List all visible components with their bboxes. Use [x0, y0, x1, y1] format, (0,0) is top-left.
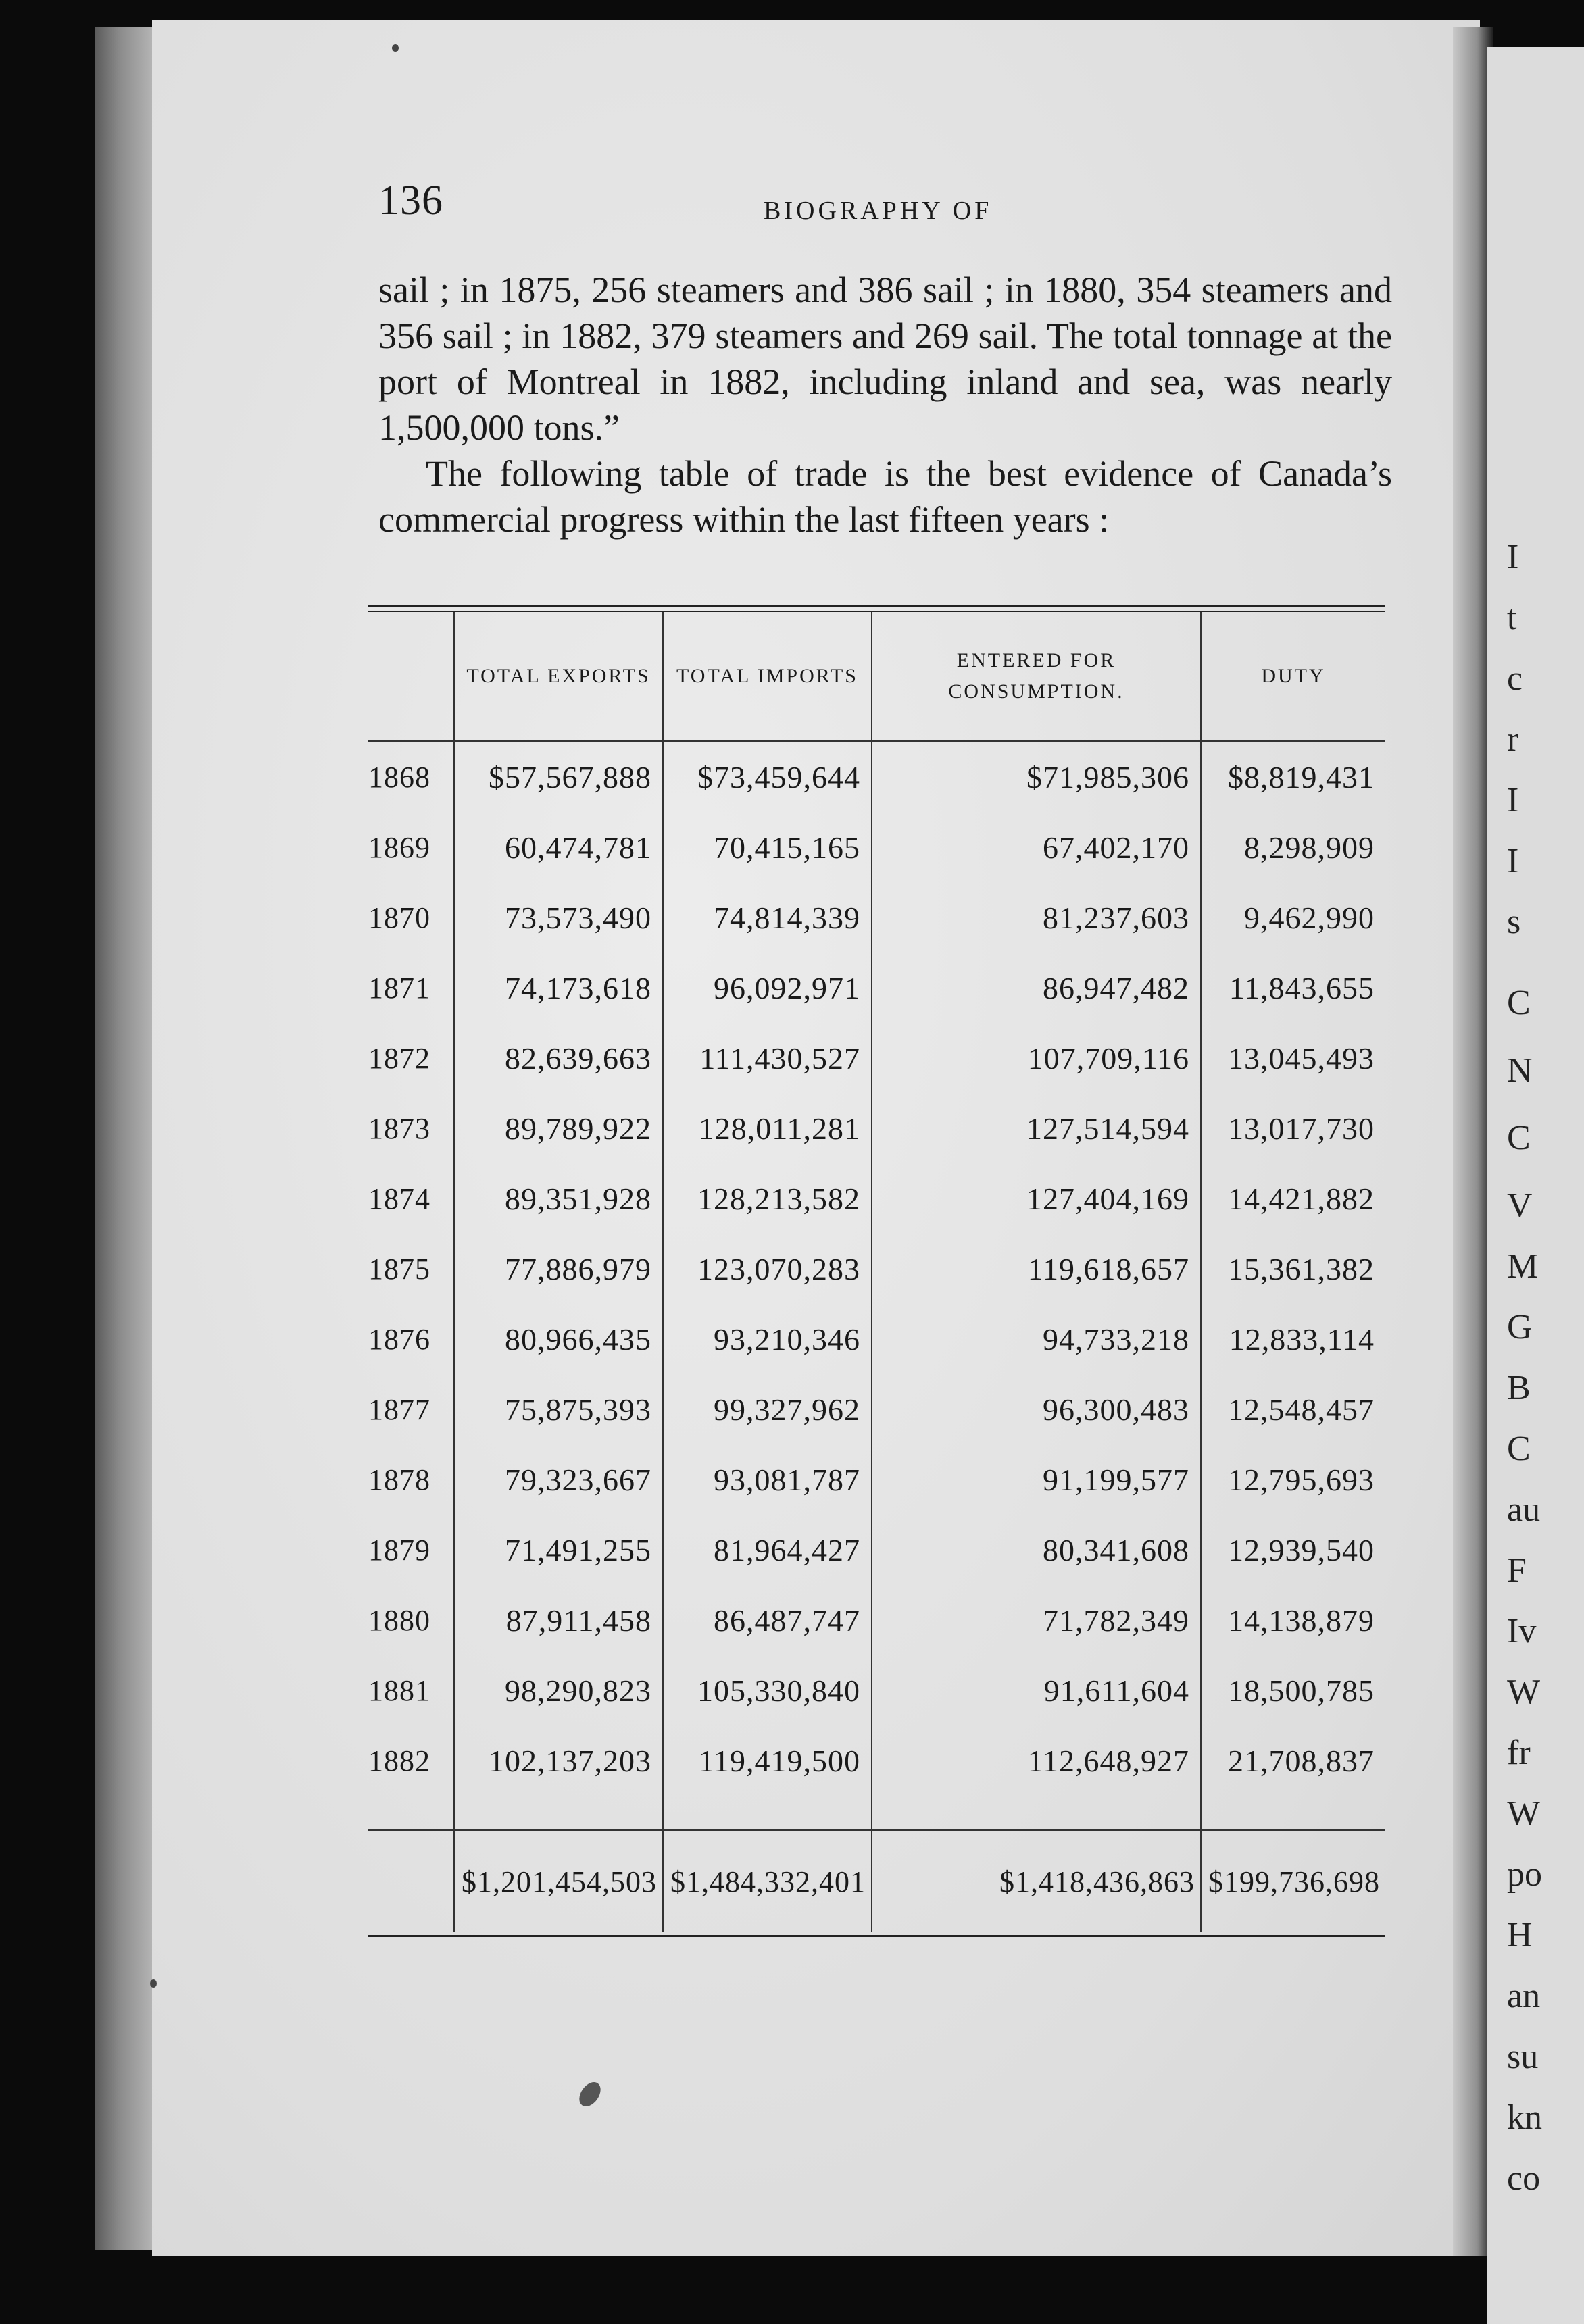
- cell-consumption: 107,709,116: [872, 1023, 1201, 1093]
- cell-duty: 12,795,693: [1201, 1444, 1385, 1515]
- cell-imports: 74,814,339: [663, 882, 872, 953]
- facing-page-letter: I: [1507, 842, 1519, 880]
- cell-consumption: 81,237,603: [872, 882, 1201, 953]
- cell-duty: 12,939,540: [1201, 1515, 1385, 1585]
- separator-cell: [872, 1809, 1201, 1830]
- table-row: [368, 1234, 1385, 1304]
- table-row: [368, 1163, 1385, 1234]
- cell-exports: 98,290,823: [454, 1655, 663, 1725]
- total-exports: $1,201,454,503: [454, 1830, 663, 1932]
- separator-cell: [454, 1809, 663, 1830]
- table-bottom-rule: [368, 1935, 1385, 1937]
- cell-duty: 13,017,730: [1201, 1093, 1385, 1163]
- cell-consumption: $71,985,306: [872, 741, 1201, 812]
- totals-separator: [368, 1809, 1385, 1830]
- cell-exports: 60,474,781: [454, 812, 663, 882]
- total-year: [368, 1830, 454, 1932]
- column-header-exports: TOTAL EXPORTS: [454, 612, 663, 741]
- ink-dot: [150, 1979, 157, 1988]
- cell-imports: 123,070,283: [663, 1234, 872, 1304]
- cell-imports: 86,487,747: [663, 1585, 872, 1655]
- cell-year: 1873: [368, 1111, 430, 1145]
- paragraph: The following table of trade is the best evidence of Canada’s commercial progress within the last fifteen years :: [378, 453, 1392, 540]
- cell-duty: 8,298,909: [1201, 812, 1385, 882]
- facing-page-letter: C: [1507, 984, 1531, 1022]
- cell-year: 1880: [368, 1603, 430, 1637]
- cell-duty: 14,138,879: [1201, 1585, 1385, 1655]
- facing-page-letter: c: [1507, 659, 1523, 698]
- cell-year: 1876: [368, 1322, 430, 1356]
- cell-consumption: 86,947,482: [872, 953, 1201, 1023]
- cell-duty: $8,819,431: [1201, 741, 1385, 812]
- cell-imports: 96,092,971: [663, 953, 872, 1023]
- facing-page-letter: H: [1507, 1916, 1533, 1954]
- cell-imports: 111,430,527: [663, 1023, 872, 1093]
- facing-page-letter: t: [1507, 599, 1517, 637]
- cell-imports: 93,210,346: [663, 1304, 872, 1374]
- column-header-consumption: ENTERED FOR CONSUMPTION.: [872, 612, 1201, 741]
- cell-imports: 93,081,787: [663, 1444, 872, 1515]
- trade-table-container: [368, 605, 1385, 1937]
- cell-year: 1872: [368, 1041, 430, 1075]
- cell-exports: 79,323,667: [454, 1444, 663, 1515]
- cell-duty: 14,421,882: [1201, 1163, 1385, 1234]
- cell-consumption: 91,611,604: [872, 1655, 1201, 1725]
- totals-row: [368, 1830, 1385, 1932]
- facing-page-letter: W: [1507, 1794, 1541, 1833]
- cell-exports: 89,351,928: [454, 1163, 663, 1234]
- table-top-rule: [368, 605, 1385, 607]
- table-header-row: [368, 612, 1385, 741]
- facing-page-fragment: [1487, 47, 1584, 2324]
- cell-consumption: 112,648,927: [872, 1725, 1201, 1809]
- table-row: [368, 1515, 1385, 1585]
- facing-page-letter: C: [1507, 1119, 1531, 1157]
- total-duty: $199,736,698: [1201, 1830, 1385, 1932]
- paragraph: sail ; in 1875, 256 steamers and 386 sail ; in 1880, 354 steamers and 356 sail ; in 1882, 379 steamers and 269 sail. The total tonnage at the port of Montreal in 1882, including inland and sea, was nearly 1,500,000 tons.”: [378, 270, 1392, 448]
- cell-exports: 74,173,618: [454, 953, 663, 1023]
- total-imports: $1,484,332,401: [663, 1830, 872, 1932]
- cell-year: 1874: [368, 1182, 430, 1215]
- cell-imports: $73,459,644: [663, 741, 872, 812]
- cell-imports: 99,327,962: [663, 1374, 872, 1444]
- page-number: 136: [378, 178, 443, 224]
- separator-cell: [368, 1809, 454, 1830]
- cell-duty: 12,548,457: [1201, 1374, 1385, 1444]
- facing-page-letter: B: [1507, 1369, 1531, 1407]
- column-header-imports: TOTAL IMPORTS: [663, 612, 872, 741]
- cell-exports: 80,966,435: [454, 1304, 663, 1374]
- facing-page-letter: I: [1507, 538, 1519, 576]
- cell-duty: 13,045,493: [1201, 1023, 1385, 1093]
- cell-year: 1881: [368, 1673, 430, 1707]
- running-head: BIOGRAPHY OF: [764, 197, 993, 225]
- cell-year: 1868: [368, 760, 430, 794]
- cell-exports: 82,639,663: [454, 1023, 663, 1093]
- cell-imports: 81,964,427: [663, 1515, 872, 1585]
- cell-imports: 105,330,840: [663, 1655, 872, 1725]
- separator-cell: [1201, 1809, 1385, 1830]
- table-row: [368, 741, 1385, 812]
- cell-exports: $57,567,888: [454, 741, 663, 812]
- cell-exports: 102,137,203: [454, 1725, 663, 1809]
- body-text: [378, 267, 1392, 542]
- facing-page-letter: kn: [1507, 2098, 1542, 2137]
- cell-duty: 18,500,785: [1201, 1655, 1385, 1725]
- cell-duty: 15,361,382: [1201, 1234, 1385, 1304]
- facing-page-letter: r: [1507, 720, 1519, 759]
- cell-consumption: 96,300,483: [872, 1374, 1201, 1444]
- cell-imports: 70,415,165: [663, 812, 872, 882]
- trade-table: [368, 612, 1385, 1932]
- ink-dot: [392, 44, 399, 52]
- facing-page-letter: po: [1507, 1855, 1542, 1894]
- table-row: [368, 1023, 1385, 1093]
- table-row: [368, 953, 1385, 1023]
- cell-consumption: 71,782,349: [872, 1585, 1201, 1655]
- cell-consumption: 80,341,608: [872, 1515, 1201, 1585]
- cell-exports: 75,875,393: [454, 1374, 663, 1444]
- cell-duty: 9,462,990: [1201, 882, 1385, 953]
- cell-year: 1877: [368, 1392, 430, 1426]
- facing-page-letter: s: [1507, 903, 1521, 941]
- facing-page-letter: fr: [1507, 1734, 1531, 1772]
- column-header-duty: DUTY: [1201, 612, 1385, 741]
- facing-page-letter: au: [1507, 1490, 1541, 1529]
- cell-duty: 21,708,837: [1201, 1725, 1385, 1809]
- cell-consumption: 127,404,169: [872, 1163, 1201, 1234]
- separator-cell: [663, 1809, 872, 1830]
- column-header-year: [368, 612, 454, 741]
- cell-consumption: 91,199,577: [872, 1444, 1201, 1515]
- cell-year: 1869: [368, 830, 430, 864]
- table-row: [368, 1655, 1385, 1725]
- cell-consumption: 119,618,657: [872, 1234, 1201, 1304]
- cell-exports: 87,911,458: [454, 1585, 663, 1655]
- table-row: [368, 1304, 1385, 1374]
- cell-year: 1882: [368, 1744, 430, 1777]
- cell-exports: 71,491,255: [454, 1515, 663, 1585]
- total-consumption: $1,418,436,863: [872, 1830, 1201, 1932]
- cell-exports: 89,789,922: [454, 1093, 663, 1163]
- cell-consumption: 67,402,170: [872, 812, 1201, 882]
- page-binding-edge: [95, 27, 155, 2250]
- cell-consumption: 94,733,218: [872, 1304, 1201, 1374]
- cell-year: 1878: [368, 1463, 430, 1496]
- cell-consumption: 127,514,594: [872, 1093, 1201, 1163]
- table-row: [368, 1093, 1385, 1163]
- facing-page-letter: co: [1507, 2159, 1541, 2198]
- cell-exports: 77,886,979: [454, 1234, 663, 1304]
- facing-page-letter: I: [1507, 781, 1519, 819]
- cell-imports: 119,419,500: [663, 1725, 872, 1809]
- cell-imports: 128,213,582: [663, 1163, 872, 1234]
- facing-page-letter: su: [1507, 2038, 1539, 2076]
- facing-page-letter: C: [1507, 1430, 1531, 1468]
- facing-page-letter: V: [1507, 1186, 1533, 1225]
- table-row: [368, 1444, 1385, 1515]
- facing-page-letter: an: [1507, 1977, 1541, 2015]
- table-row: [368, 812, 1385, 882]
- facing-page-letter: W: [1507, 1673, 1541, 1711]
- cell-year: 1879: [368, 1533, 430, 1567]
- facing-page-letter: G: [1507, 1308, 1533, 1346]
- table-row: [368, 1725, 1385, 1809]
- cell-year: 1871: [368, 971, 430, 1005]
- cell-duty: 11,843,655: [1201, 953, 1385, 1023]
- cell-year: 1875: [368, 1252, 430, 1286]
- facing-page-letter: Iv: [1507, 1612, 1537, 1650]
- facing-page-letter: M: [1507, 1247, 1539, 1286]
- cell-year: 1870: [368, 901, 430, 934]
- facing-page-letter: F: [1507, 1551, 1527, 1590]
- cell-exports: 73,573,490: [454, 882, 663, 953]
- cell-imports: 128,011,281: [663, 1093, 872, 1163]
- table-row: [368, 1585, 1385, 1655]
- cell-duty: 12,833,114: [1201, 1304, 1385, 1374]
- facing-page-letter: N: [1507, 1051, 1533, 1090]
- table-row: [368, 1374, 1385, 1444]
- table-row: [368, 882, 1385, 953]
